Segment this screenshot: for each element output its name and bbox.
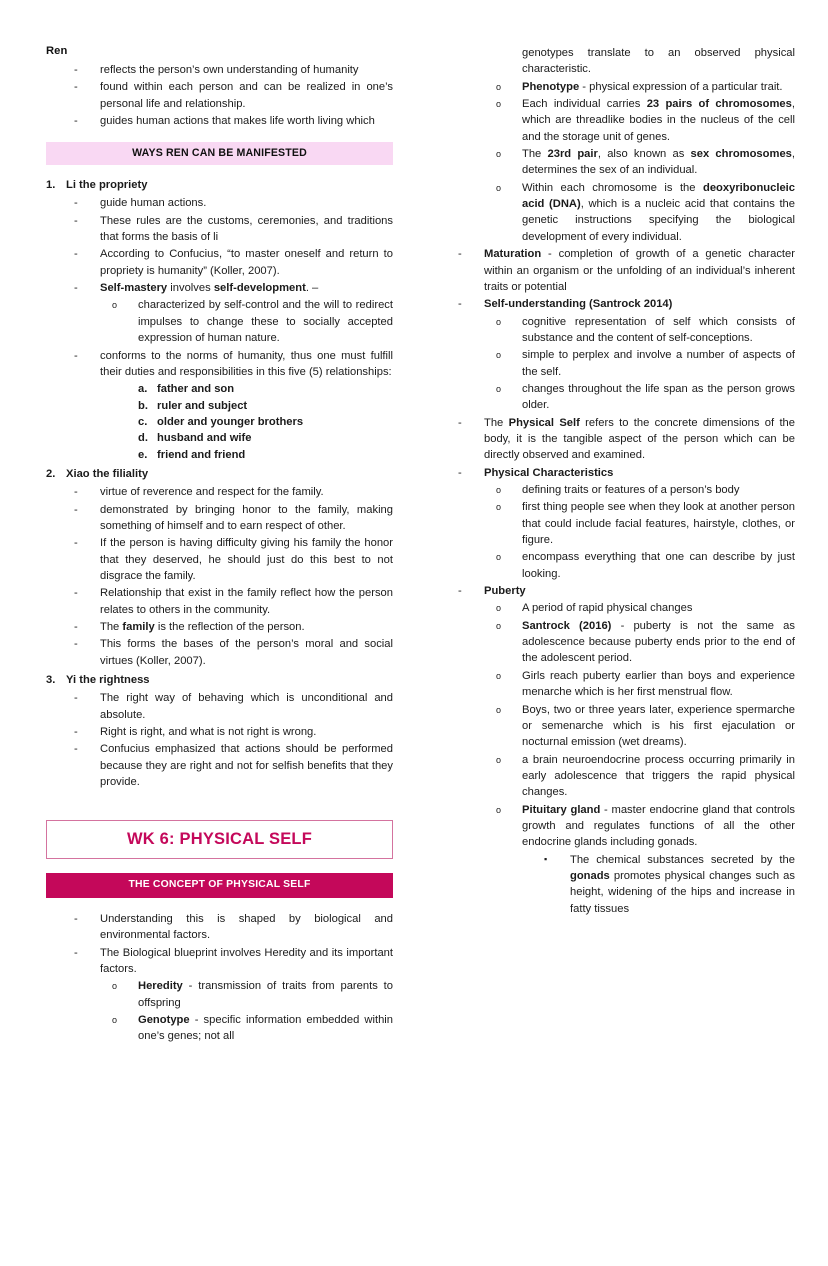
circle-bullet-icon: o bbox=[496, 620, 502, 631]
list-item bbox=[74, 724, 393, 740]
circle-bullet-icon: o bbox=[496, 603, 502, 614]
text-trailing: . – bbox=[305, 282, 319, 295]
text-post: , which is a nucleic acid that contains the genetic instructions specifying the biological development of every individual. bbox=[522, 198, 796, 243]
list-item bbox=[496, 482, 795, 498]
list-heading-text: Yi the rightness bbox=[66, 674, 150, 687]
list-item-text: Confucius emphasized that actions should be performed because they are right and not for selfish benefits that they provide. bbox=[100, 743, 393, 789]
list-number: 3. bbox=[46, 674, 56, 687]
list-number: 2. bbox=[46, 467, 56, 480]
bold-physical-self: Physical Self bbox=[508, 416, 580, 429]
list-item bbox=[74, 585, 393, 618]
list-item-text: ruler and subject bbox=[157, 399, 248, 412]
list-heading-text bbox=[484, 583, 795, 599]
list-item bbox=[74, 911, 393, 944]
concept-of-physical-self-banner: THE CONCEPT OF PHYSICAL SELF bbox=[46, 873, 393, 897]
list-item-text: changes throughout the life span as the person grows older. bbox=[522, 382, 795, 412]
list-item-text bbox=[522, 802, 795, 851]
list-item-text: genotypes translate to an observed physical characteristic. bbox=[522, 47, 795, 76]
list-item-text bbox=[522, 146, 795, 179]
bold-sex-chromosomes: sex chromosomes bbox=[690, 148, 792, 161]
list-item-text: demonstrated by bringing honor to the family, making something of himself and to earn respect of other. bbox=[100, 503, 393, 532]
text-post: is the reflection of the person. bbox=[154, 621, 305, 634]
list-item bbox=[74, 945, 393, 978]
dash-bullet-icon: - bbox=[74, 743, 78, 756]
list-item-text bbox=[138, 1012, 393, 1045]
dash-bullet-icon: - bbox=[74, 81, 78, 94]
list-item bbox=[496, 381, 795, 414]
list-letter: e. bbox=[138, 448, 148, 461]
list-item-text: simple to perplex and involve a number of aspects of the self. bbox=[522, 349, 795, 378]
text-rest: - completion of growth of a genetic character within an organism or the unfolding of an individual’s inherent traits or potential bbox=[484, 248, 795, 293]
list-item-text bbox=[522, 79, 795, 95]
list-item-text: friend and friend bbox=[157, 448, 246, 461]
circle-bullet-icon: o bbox=[496, 182, 502, 193]
text-pre: Each individual carries bbox=[522, 98, 647, 111]
bold-23rd-pair: 23rd pair bbox=[547, 148, 598, 161]
list-item-text bbox=[138, 978, 393, 1011]
numbered-heading-li bbox=[46, 177, 393, 193]
list-heading-puberty bbox=[458, 583, 795, 599]
list-item-pituitary-gland bbox=[496, 802, 795, 851]
circle-bullet-icon: o bbox=[112, 1014, 118, 1025]
dash-bullet-icon: - bbox=[458, 416, 462, 429]
bold-pituitary-gland: Pituitary gland bbox=[522, 803, 601, 816]
dash-bullet-icon: - bbox=[74, 621, 78, 634]
list-item-heredity bbox=[112, 978, 393, 1011]
bold-genotype: Genotype bbox=[138, 1013, 190, 1026]
list-item bbox=[496, 347, 795, 380]
circle-bullet-icon: o bbox=[496, 552, 502, 563]
dash-bullet-icon: - bbox=[74, 912, 78, 925]
circle-bullet-icon: o bbox=[496, 81, 502, 92]
two-column-layout bbox=[46, 45, 796, 1046]
dash-bullet-icon: - bbox=[74, 486, 78, 499]
bold-phenotype: Phenotype bbox=[522, 80, 580, 93]
dash-bullet-icon: - bbox=[74, 214, 78, 227]
list-item-text: These rules are the customs, ceremonies, and traditions that forms the basis of li bbox=[100, 214, 393, 244]
dash-bullet-icon: - bbox=[74, 587, 78, 600]
list-item-text: The Biological blueprint involves Heredity and its important factors. bbox=[100, 946, 393, 975]
circle-bullet-icon: o bbox=[496, 350, 502, 361]
list-item-text: reflects the person’s own understanding of humanity bbox=[100, 64, 359, 76]
list-item bbox=[74, 502, 393, 535]
bold-23-pairs-of-chromosomes: 23 pairs of chromosomes bbox=[646, 98, 792, 111]
list-heading-text: Li the propriety bbox=[66, 179, 148, 192]
text-mid: , also known as bbox=[597, 148, 691, 161]
list-item-text bbox=[570, 852, 795, 917]
text-rest: - specific information embedded within one’s genes; not all bbox=[138, 1013, 393, 1043]
list-item-gonads bbox=[544, 852, 795, 917]
dash-bullet-icon: - bbox=[74, 537, 78, 550]
list-item bbox=[496, 702, 795, 751]
text-rest: - physical expression of a particular trait. bbox=[579, 80, 783, 93]
list-item-text: virtue of reverence and respect for the family. bbox=[100, 486, 324, 499]
text-pre: The bbox=[522, 148, 548, 161]
list-item-text bbox=[100, 280, 393, 296]
text-involves: involves bbox=[167, 282, 214, 295]
circle-bullet-icon: o bbox=[112, 981, 118, 992]
list-item bbox=[138, 398, 393, 414]
list-item-text: defining traits or features of a person’s body bbox=[522, 483, 740, 496]
dash-bullet-icon: - bbox=[458, 298, 462, 311]
dash-bullet-icon: - bbox=[74, 503, 78, 516]
list-item bbox=[74, 690, 393, 723]
dash-bullet-icon: - bbox=[458, 466, 462, 479]
list-item bbox=[496, 668, 795, 701]
list-item-text bbox=[100, 619, 393, 635]
list-item-text bbox=[484, 415, 795, 464]
list-item bbox=[74, 348, 393, 381]
list-item-text: Boys, two or three years later, experience spermarche or semenarche which is his first ejaculation or nocturnal emission (wet dreams). bbox=[522, 703, 795, 749]
dash-bullet-icon: - bbox=[74, 64, 78, 76]
list-item bbox=[496, 314, 795, 347]
list-item bbox=[496, 499, 795, 548]
wk6-title-banner: WK 6: PHYSICAL SELF bbox=[46, 820, 393, 859]
text-rest: - puberty is not the same as adolescence because puberty ends prior to the end of the adolescent period. bbox=[522, 619, 795, 665]
list-item bbox=[496, 549, 795, 582]
list-heading-text bbox=[484, 465, 795, 481]
list-item-text: found within each person and can be realized in one’s personal life and relationship. bbox=[100, 81, 393, 110]
right-column bbox=[448, 45, 795, 918]
list-item bbox=[138, 430, 393, 446]
bold-self-development: self-development bbox=[213, 282, 306, 295]
list-item-text: Understanding this is shaped by biological and environmental factors. bbox=[100, 912, 393, 942]
dash-bullet-icon: - bbox=[74, 197, 78, 210]
list-item bbox=[74, 741, 393, 790]
list-item bbox=[74, 195, 393, 211]
list-item-text: father and son bbox=[157, 383, 235, 396]
list-item-phenotype bbox=[496, 79, 795, 95]
bold-self-mastery: Self-mastery bbox=[100, 282, 168, 295]
dash-bullet-icon: - bbox=[74, 726, 78, 739]
list-item-text: characterized by self-control and the will to redirect impulses to change these to socially accepted expression of human nature. bbox=[138, 299, 393, 345]
dash-bullet-icon: - bbox=[74, 115, 78, 128]
dash-bullet-icon: - bbox=[458, 585, 462, 598]
text-post: , which are threadlike bodies in the nucleus of the cell and the storage unit of genes. bbox=[522, 98, 795, 143]
list-item-text bbox=[522, 96, 795, 145]
circle-bullet-icon: o bbox=[112, 300, 118, 311]
list-item-text: guide human actions. bbox=[100, 197, 207, 210]
dash-bullet-icon: - bbox=[74, 349, 78, 362]
list-heading-self-understanding bbox=[458, 296, 795, 312]
list-number: 1. bbox=[46, 179, 56, 192]
list-item bbox=[138, 447, 393, 463]
bold-self-understanding: Self-understanding (Santrock 2014) bbox=[484, 298, 673, 311]
bold-dna: deoxyribonucleic acid (DNA) bbox=[522, 181, 795, 211]
list-item-family bbox=[74, 619, 393, 635]
list-item bbox=[74, 636, 393, 669]
list-item-genotype bbox=[112, 1012, 393, 1045]
list-letter: c. bbox=[138, 415, 148, 428]
list-item-23rd-pair bbox=[496, 146, 795, 179]
dash-bullet-icon: - bbox=[74, 282, 78, 295]
list-item-text: older and younger brothers bbox=[157, 415, 304, 428]
list-item-physical-self bbox=[458, 415, 795, 464]
bold-physical-characteristics: Physical Characteristics bbox=[484, 466, 614, 479]
circle-bullet-icon: o bbox=[496, 484, 502, 495]
list-item-text: A period of rapid physical changes bbox=[522, 602, 693, 615]
list-item-text: conforms to the norms of humanity, thus one must fulfill their duties and responsibilities in this five (5) relationships: bbox=[100, 349, 393, 378]
text-rest: - master endocrine gland that controls growth and regulates functions of all the other endocrine glands including gonads. bbox=[522, 803, 795, 849]
ren-heading: Ren bbox=[46, 45, 68, 57]
list-item bbox=[496, 600, 795, 616]
dash-bullet-icon: - bbox=[74, 638, 78, 651]
text-post: refers to the concrete dimensions of the body, it is the tangible aspect of the person which can be directly observed and examined. bbox=[484, 416, 795, 462]
bold-heredity: Heredity bbox=[138, 980, 183, 993]
list-item-dna bbox=[496, 180, 795, 245]
list-item-text: The right way of behaving which is unconditional and absolute. bbox=[100, 692, 393, 721]
dash-bullet-icon: - bbox=[458, 248, 462, 261]
list-item-text: husband and wife bbox=[157, 432, 252, 445]
text-post: , determines the sex of an individual. bbox=[522, 148, 795, 177]
list-item-text: cognitive representation of self which consists of substance and the content of self-conceptions. bbox=[522, 315, 795, 344]
list-item-text bbox=[484, 246, 795, 295]
circle-bullet-icon: o bbox=[496, 804, 502, 815]
list-item-text bbox=[522, 618, 795, 667]
list-heading-text: Xiao the filiality bbox=[66, 467, 149, 480]
list-item bbox=[74, 113, 393, 129]
list-item bbox=[496, 752, 795, 801]
bold-santrock-2016: Santrock (2016) bbox=[522, 619, 612, 632]
dash-bullet-icon: - bbox=[74, 248, 78, 261]
circle-bullet-icon: o bbox=[496, 383, 502, 394]
ways-ren-banner: WAYS REN CAN BE MANIFESTED bbox=[46, 142, 393, 165]
circle-bullet-icon: o bbox=[496, 704, 502, 715]
list-letter: b. bbox=[138, 399, 148, 412]
text-pre: The bbox=[484, 416, 509, 429]
circle-bullet-icon: o bbox=[496, 670, 502, 681]
dash-bullet-icon: - bbox=[74, 946, 78, 959]
numbered-heading-xiao bbox=[46, 466, 393, 482]
list-item bbox=[74, 79, 393, 112]
text-pre: The bbox=[100, 621, 123, 634]
list-item-maturation bbox=[458, 246, 795, 295]
dash-bullet-icon: - bbox=[74, 692, 78, 705]
list-item-text: This forms the bases of the person’s moral and social virtues (Koller, 2007). bbox=[100, 638, 393, 667]
bold-gonads: gonads bbox=[570, 869, 610, 882]
circle-bullet-icon: o bbox=[496, 99, 502, 110]
list-item-text: first thing people see when they look at another person that could include facial features, hairstyle, clothes, or figure. bbox=[522, 501, 795, 547]
list-item bbox=[74, 213, 393, 246]
list-item bbox=[138, 414, 393, 430]
list-item bbox=[74, 62, 393, 78]
list-item bbox=[138, 381, 393, 397]
list-item bbox=[74, 535, 393, 584]
list-item-genotype-continuation bbox=[496, 45, 795, 78]
list-item bbox=[74, 246, 393, 279]
list-item-chromosomes bbox=[496, 96, 795, 145]
bold-puberty: Puberty bbox=[484, 585, 526, 598]
list-item-text: encompass everything that one can describe by just looking. bbox=[522, 551, 795, 580]
circle-bullet-icon: o bbox=[496, 502, 502, 513]
list-item-text: According to Confucius, “to master oneself and return to propriety is humanity” (Koller, 2007). bbox=[100, 248, 393, 277]
list-item-self-mastery bbox=[74, 280, 393, 296]
list-item-text: guides human actions that makes life worth living which bbox=[100, 115, 375, 128]
list-item-text: If the person is having difficulty giving his family the honor that they deserved, he should just do this best to not disgrace the family. bbox=[100, 537, 393, 582]
numbered-heading-yi bbox=[46, 672, 393, 688]
list-item-text: Right is right, and what is not right is wrong. bbox=[100, 726, 317, 739]
left-column bbox=[46, 45, 393, 1046]
list-heading-text bbox=[484, 296, 795, 312]
text-rest: - transmission of traits from parents to offspring bbox=[138, 980, 393, 1009]
list-item-text: a brain neuroendocrine process occurring primarily in early adolescence that triggers the rapid physical changes. bbox=[522, 753, 795, 799]
circle-bullet-icon: o bbox=[496, 149, 502, 160]
list-item-text bbox=[522, 180, 795, 245]
text-pre: The chemical substances secreted by the bbox=[570, 853, 795, 866]
list-item bbox=[112, 297, 393, 346]
text-post: promotes physical changes such as height, widening of the hips and increase in fatty tissues bbox=[570, 869, 795, 915]
list-item-text: Relationship that exist in the family reflect how the person relates to others in the community. bbox=[100, 587, 393, 616]
list-item bbox=[74, 484, 393, 500]
list-item-santrock-2016 bbox=[496, 618, 795, 667]
bold-maturation: Maturation bbox=[484, 248, 542, 261]
list-heading-physical-characteristics bbox=[458, 465, 795, 481]
list-letter: a. bbox=[138, 383, 148, 396]
text-pre: Within each chromosome is the bbox=[522, 181, 703, 194]
square-bullet-icon: ▪ bbox=[544, 853, 548, 864]
list-letter: d. bbox=[138, 432, 148, 445]
circle-bullet-icon: o bbox=[496, 316, 502, 327]
bold-family: family bbox=[122, 621, 155, 634]
list-item-text: Girls reach puberty earlier than boys and experience menarche which is her first menstrual flow. bbox=[522, 669, 795, 699]
circle-bullet-icon: o bbox=[496, 754, 502, 765]
